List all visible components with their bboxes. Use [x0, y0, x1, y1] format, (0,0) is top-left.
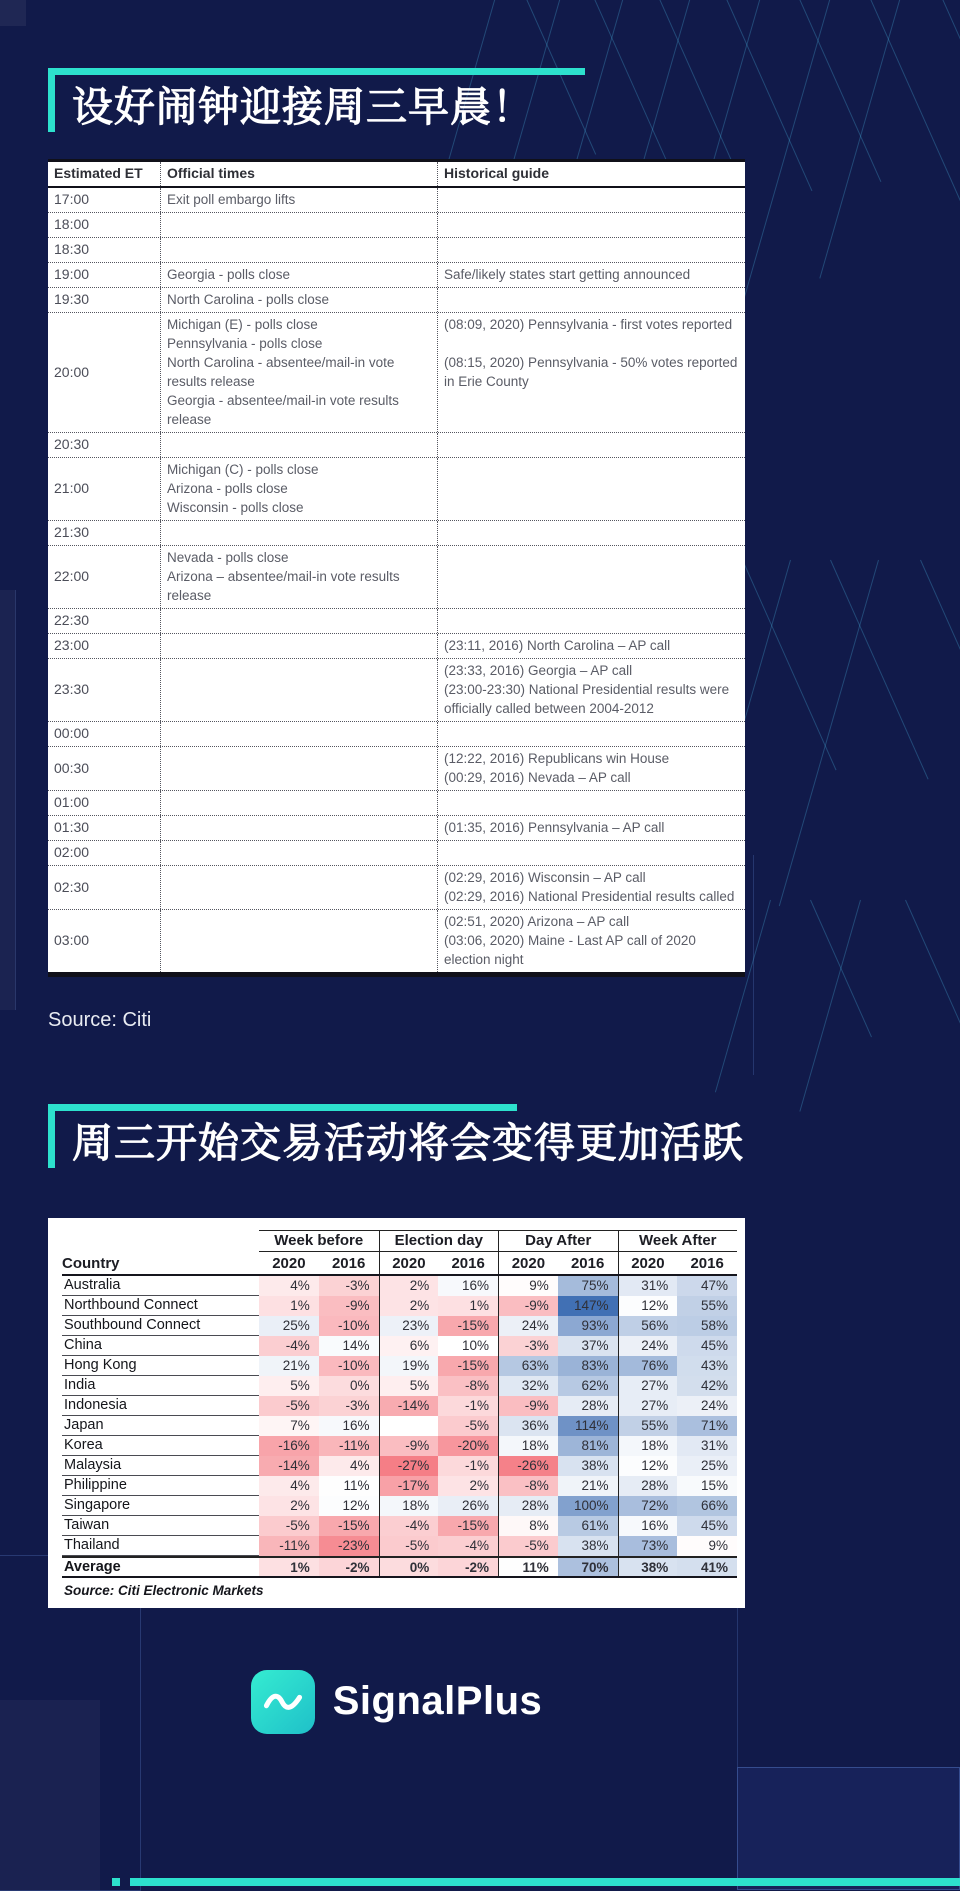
official-times-cell: Michigan (C) - polls close Arizona - polls close Wisconsin - polls close [160, 458, 437, 520]
value-cell: 47% [677, 1276, 737, 1296]
value-cell: 4% [319, 1456, 379, 1476]
time-cell: 23:00 [54, 637, 90, 654]
value-cell: 27% [618, 1396, 678, 1416]
value-cell: 2% [379, 1296, 439, 1316]
decor-diagonal-line [920, 560, 960, 798]
heatmap-table-body [62, 1276, 737, 1578]
time-cell: 01:30 [54, 819, 90, 836]
country-cell: Singapore [62, 1496, 259, 1516]
value-cell: 70% [558, 1558, 618, 1576]
value-cell: 1% [259, 1558, 319, 1576]
value-cell: 12% [319, 1496, 379, 1516]
table-row [62, 1396, 737, 1416]
value-cell: 9% [677, 1536, 737, 1556]
decor-corner-square [0, 0, 26, 26]
decor-diagonal-line [810, 900, 872, 1037]
value-cell: 31% [618, 1276, 678, 1296]
historical-guide-cell [437, 458, 745, 520]
official-times-cell [160, 238, 437, 262]
time-cell: 18:30 [54, 241, 90, 258]
value-cell [379, 1416, 439, 1436]
value-cell: -17% [379, 1476, 439, 1496]
time-cell: 17:00 [54, 191, 90, 208]
time-cell: 23:30 [54, 681, 90, 698]
official-times-cell: Exit poll embargo lifts [160, 188, 437, 212]
value-cell: -4% [379, 1516, 439, 1536]
historical-guide-cell [437, 288, 745, 312]
value-cell: -9% [379, 1436, 439, 1456]
value-cell: 18% [618, 1436, 678, 1456]
value-cell: -16% [259, 1436, 319, 1456]
table-row [48, 865, 745, 909]
official-times-cell [160, 747, 437, 790]
value-cell: 16% [618, 1516, 678, 1536]
country-cell: Hong Kong [62, 1356, 259, 1376]
value-cell: 4% [259, 1476, 319, 1496]
historical-guide-cell: (01:35, 2016) Pennsylvania – AP call [437, 816, 745, 840]
table-row [62, 1476, 737, 1496]
country-cell: Thailand [62, 1536, 259, 1556]
value-cell: 42% [677, 1376, 737, 1396]
value-cell: 19% [379, 1356, 439, 1376]
heatmap-source-citation: Source: Citi Electronic Markets [64, 1582, 264, 1598]
section1-header [48, 68, 745, 133]
value-cell: 1% [259, 1296, 319, 1316]
table-row [48, 520, 745, 545]
value-cell: -10% [319, 1356, 379, 1376]
column-header: Historical guide [437, 162, 745, 186]
value-cell: 21% [259, 1356, 319, 1376]
header-spacer [62, 1230, 259, 1252]
table-row [62, 1376, 737, 1396]
title-accent-bar [48, 1104, 517, 1111]
historical-guide-cell [437, 791, 745, 815]
value-cell: 16% [319, 1416, 379, 1436]
value-cell: 7% [259, 1416, 319, 1436]
value-cell: 18% [379, 1496, 439, 1516]
value-cell: 93% [558, 1316, 618, 1336]
official-times-cell: North Carolina - polls close [160, 288, 437, 312]
table-row [48, 212, 745, 237]
value-cell: -1% [438, 1396, 498, 1416]
time-cell: 03:00 [54, 932, 90, 949]
value-cell: 147% [558, 1296, 618, 1316]
official-times-cell [160, 659, 437, 721]
value-cell: 11% [498, 1558, 558, 1576]
historical-guide-cell: (23:33, 2016) Georgia – AP call (23:00-23:30) National Presidential results were officially called between 2004-2012 [437, 659, 745, 721]
value-cell: -9% [498, 1296, 558, 1316]
schedule-table-header [48, 162, 745, 188]
group-header: Week After [618, 1230, 738, 1252]
historical-guide-cell: (02:29, 2016) Wisconsin – AP call (02:29, 2016) National Presidential results called [437, 866, 745, 909]
time-cell: 20:30 [54, 436, 90, 453]
time-cell: 19:00 [54, 266, 90, 283]
country-cell: Philippine [62, 1476, 259, 1496]
value-cell: 23% [379, 1316, 439, 1336]
table-row [62, 1436, 737, 1456]
table-row [62, 1516, 737, 1536]
historical-guide-cell [437, 722, 745, 746]
official-times-cell [160, 433, 437, 457]
table-row [48, 815, 745, 840]
year-column-header: 2016 [331, 1254, 366, 1272]
value-cell: 43% [677, 1356, 737, 1376]
value-cell: 5% [379, 1376, 439, 1396]
value-cell: 61% [558, 1516, 618, 1536]
title-accent-bar-vertical [48, 68, 55, 132]
official-times-cell [160, 213, 437, 237]
official-times-cell [160, 521, 437, 545]
country-cell: Korea [62, 1436, 259, 1456]
decor-diagonal-line [795, 0, 881, 182]
country-cell: Southbound Connect [62, 1316, 259, 1336]
decor-diagonal-line [799, 900, 861, 1112]
table-row [62, 1316, 737, 1336]
value-cell: 4% [259, 1276, 319, 1296]
value-cell: 25% [677, 1456, 737, 1476]
value-cell: 72% [618, 1496, 678, 1516]
value-cell: -26% [498, 1456, 558, 1476]
historical-guide-cell: (12:22, 2016) Republicans win House (00:29, 2016) Nevada – AP call [437, 747, 745, 790]
value-cell: -15% [438, 1316, 498, 1336]
official-times-cell [160, 816, 437, 840]
time-cell: 00:00 [54, 725, 90, 742]
decor-teal-square [112, 1878, 120, 1886]
country-cell: India [62, 1376, 259, 1396]
value-cell: 55% [677, 1296, 737, 1316]
value-cell: -5% [259, 1516, 319, 1536]
column-header: Country [62, 1254, 120, 1272]
schedule-table-body [48, 188, 745, 972]
table-row [48, 545, 745, 608]
value-cell: 114% [558, 1416, 618, 1436]
value-cell: 38% [558, 1456, 618, 1476]
year-column-header: 2016 [690, 1254, 724, 1272]
time-cell: 18:00 [54, 216, 90, 233]
value-cell: 36% [498, 1416, 558, 1436]
value-cell: 21% [558, 1476, 618, 1496]
country-cell: Australia [62, 1276, 259, 1296]
value-cell: -4% [259, 1336, 319, 1356]
historical-guide-cell [437, 188, 745, 212]
historical-guide-cell [437, 238, 745, 262]
value-cell: -4% [438, 1536, 498, 1556]
table-row [48, 721, 745, 746]
group-header: Week before [259, 1230, 379, 1252]
country-cell: Average [64, 1558, 121, 1575]
year-column-header: 2020 [379, 1252, 439, 1274]
value-cell: -5% [498, 1536, 558, 1556]
decor-mid-right-line [753, 855, 754, 1075]
decor-diagonal-line [938, 0, 960, 219]
decor-diagonal-line [741, 0, 833, 307]
value-cell: -3% [319, 1396, 379, 1416]
official-times-cell [160, 910, 437, 972]
table-row [48, 608, 745, 633]
value-cell: -15% [438, 1356, 498, 1376]
year-column-header: 2016 [451, 1254, 485, 1272]
year-column-header: 2020 [618, 1252, 678, 1274]
value-cell: 26% [438, 1496, 498, 1516]
value-cell: 15% [677, 1476, 737, 1496]
value-cell: 28% [558, 1396, 618, 1416]
decor-left-strip [0, 590, 16, 1010]
historical-guide-cell [437, 546, 745, 608]
value-cell: 24% [498, 1316, 558, 1336]
value-cell: 5% [259, 1376, 319, 1396]
time-cell: 22:00 [54, 568, 90, 585]
table-row [48, 457, 745, 520]
value-cell: 83% [558, 1356, 618, 1376]
value-cell: -27% [379, 1456, 439, 1476]
table-row [62, 1336, 737, 1356]
country-cell: China [62, 1336, 259, 1356]
column-header: Estimated ET [54, 165, 143, 182]
title-accent-bar-vertical [48, 1104, 55, 1168]
table-row [48, 262, 745, 287]
value-cell: -8% [438, 1376, 498, 1396]
historical-guide-cell [437, 841, 745, 865]
official-times-cell: Georgia - polls close [160, 263, 437, 287]
value-cell: 71% [677, 1416, 737, 1436]
historical-guide-cell [437, 609, 745, 633]
country-cell: Northbound Connect [62, 1296, 259, 1316]
decor-diagonal-line [819, 0, 903, 279]
value-cell: -14% [379, 1396, 439, 1416]
value-cell: 45% [677, 1516, 737, 1536]
table-row [48, 658, 745, 721]
title-accent-bar [48, 68, 585, 75]
time-cell: 21:00 [54, 480, 90, 497]
year-column-header: 2020 [272, 1254, 306, 1272]
time-cell: 19:30 [54, 291, 90, 308]
value-cell: 76% [618, 1356, 678, 1376]
value-cell: 2% [259, 1496, 319, 1516]
table-row [62, 1416, 737, 1436]
schedule-table [48, 159, 745, 977]
value-cell: -11% [259, 1536, 319, 1556]
value-cell: -5% [438, 1416, 498, 1436]
value-cell: 0% [319, 1376, 379, 1396]
value-cell: 28% [618, 1476, 678, 1496]
footer-logo [48, 1670, 745, 1734]
time-cell: 02:00 [54, 844, 90, 861]
value-cell: 73% [618, 1536, 678, 1556]
historical-guide-cell: (02:51, 2020) Arizona – AP call (03:06, 2020) Maine - Last AP call of 2020 election night [437, 910, 745, 972]
section2-title: 周三开始交易活动将会变得更加活跃 [72, 1120, 744, 1167]
content-column [48, 68, 745, 1734]
value-cell: 6% [379, 1336, 439, 1356]
decor-diagonal-line [866, 0, 960, 209]
value-cell: 10% [438, 1336, 498, 1356]
table-row [48, 633, 745, 658]
historical-guide-cell: (08:09, 2020) Pennsylvania - first votes reported (08:15, 2020) Pennsylvania - 50% votes reported in Erie County [437, 313, 745, 432]
table-row [62, 1496, 737, 1516]
value-cell: -2% [319, 1558, 379, 1576]
value-cell: -3% [498, 1336, 558, 1356]
value-cell: -9% [319, 1296, 379, 1316]
value-cell: 2% [379, 1276, 439, 1296]
value-cell: -3% [319, 1276, 379, 1296]
year-column-header: 2020 [498, 1252, 558, 1274]
value-cell: 8% [498, 1516, 558, 1536]
value-cell: -10% [319, 1316, 379, 1336]
group-header: Day After [498, 1230, 618, 1252]
value-cell: 66% [677, 1496, 737, 1516]
table-row [48, 840, 745, 865]
table-row [62, 1556, 737, 1578]
value-cell: 12% [618, 1456, 678, 1476]
value-cell: -15% [438, 1516, 498, 1536]
value-cell: 56% [618, 1316, 678, 1336]
value-cell: 9% [498, 1276, 558, 1296]
time-cell: 21:30 [54, 524, 90, 541]
value-cell: -20% [438, 1436, 498, 1456]
table-row [48, 790, 745, 815]
value-cell: 11% [319, 1476, 379, 1496]
decor-diagonal-line [830, 560, 929, 780]
table-row [62, 1276, 737, 1296]
table-row [48, 746, 745, 790]
table-row [62, 1356, 737, 1376]
value-cell: 14% [319, 1336, 379, 1356]
table-row [62, 1296, 737, 1316]
country-cell: Japan [62, 1416, 259, 1436]
value-cell: 81% [558, 1436, 618, 1456]
time-cell: 20:00 [54, 363, 90, 380]
table-row [48, 287, 745, 312]
official-times-cell: Michigan (E) - polls close Pennsylvania - polls close North Carolina - absentee/mail-in vote results release Georgia - absentee/mail-in vote results release [160, 313, 437, 432]
source-citation: Source: Citi [48, 1009, 152, 1032]
decor-diagonal-line [779, 560, 879, 906]
historical-guide-cell: Safe/likely states start getting announced [437, 263, 745, 287]
group-header: Election day [379, 1230, 499, 1252]
official-times-cell [160, 609, 437, 633]
value-cell: -2% [438, 1558, 498, 1576]
value-cell: 18% [498, 1436, 558, 1456]
heatmap-table [48, 1218, 745, 1608]
official-times-cell [160, 722, 437, 746]
section1-title: 设好闹钟迎接周三早晨！ [72, 84, 534, 130]
column-header: Official times [160, 162, 437, 186]
brand-name: SignalPlus [332, 1679, 543, 1723]
value-cell: 62% [558, 1376, 618, 1396]
value-cell: 31% [677, 1436, 737, 1456]
value-cell: -1% [438, 1456, 498, 1476]
value-cell: -8% [498, 1476, 558, 1496]
value-cell: 0% [379, 1558, 439, 1576]
value-cell: 25% [259, 1316, 319, 1336]
value-cell: -9% [498, 1396, 558, 1416]
value-cell: 12% [618, 1296, 678, 1316]
value-cell: 41% [677, 1558, 737, 1576]
official-times-cell [160, 791, 437, 815]
value-cell: 55% [618, 1416, 678, 1436]
decor-diagonal-line [742, 560, 836, 771]
heatmap-group-header-row [62, 1230, 737, 1252]
historical-guide-cell [437, 213, 745, 237]
value-cell: 100% [558, 1496, 618, 1516]
signalplus-logo-icon [251, 1670, 315, 1734]
country-cell: Taiwan [62, 1516, 259, 1536]
value-cell: -14% [259, 1456, 319, 1476]
official-times-cell [160, 866, 437, 909]
value-cell: 28% [498, 1496, 558, 1516]
decor-bottom-right-box [737, 1767, 960, 1890]
value-cell: 37% [558, 1336, 618, 1356]
value-cell: 58% [677, 1316, 737, 1336]
historical-guide-cell [437, 521, 745, 545]
section2-header [48, 1104, 745, 1169]
value-cell: 63% [498, 1356, 558, 1376]
country-cell: Malaysia [62, 1456, 259, 1476]
value-cell: 45% [677, 1336, 737, 1356]
official-times-cell [160, 634, 437, 658]
table-row [48, 237, 745, 262]
value-cell: 24% [677, 1396, 737, 1416]
value-cell: -5% [259, 1396, 319, 1416]
historical-guide-cell [437, 433, 745, 457]
year-column-header: 2016 [570, 1254, 605, 1272]
time-cell: 01:00 [54, 794, 90, 811]
value-cell: 32% [498, 1376, 558, 1396]
value-cell: -15% [319, 1516, 379, 1536]
official-times-cell [160, 841, 437, 865]
value-cell: 24% [618, 1336, 678, 1356]
decor-bottom-teal-bar [130, 1878, 960, 1886]
value-cell: 2% [438, 1476, 498, 1496]
table-row [48, 909, 745, 972]
time-cell: 22:30 [54, 612, 90, 629]
table-row [62, 1456, 737, 1476]
value-cell: -23% [319, 1536, 379, 1556]
time-cell: 02:30 [54, 878, 90, 895]
value-cell: 27% [618, 1376, 678, 1396]
value-cell: 1% [438, 1296, 498, 1316]
table-row [48, 188, 745, 212]
official-times-cell: Nevada - polls close Arizona – absentee/mail-in vote results release [160, 546, 437, 608]
value-cell: 16% [438, 1276, 498, 1296]
value-cell: -5% [379, 1536, 439, 1556]
value-cell: 38% [618, 1558, 678, 1576]
historical-guide-cell: (23:11, 2016) North Carolina – AP call [437, 634, 745, 658]
wave-icon [260, 1679, 306, 1725]
table-row [48, 432, 745, 457]
country-cell: Indonesia [62, 1396, 259, 1416]
decor-diagonal-line [905, 900, 960, 1056]
heatmap-subheader-row [62, 1252, 737, 1276]
value-cell: -11% [319, 1436, 379, 1456]
value-cell: 75% [558, 1276, 618, 1296]
value-cell: 38% [558, 1536, 618, 1556]
time-cell: 00:30 [54, 759, 90, 776]
table-row [48, 312, 745, 432]
table-row [62, 1536, 737, 1556]
